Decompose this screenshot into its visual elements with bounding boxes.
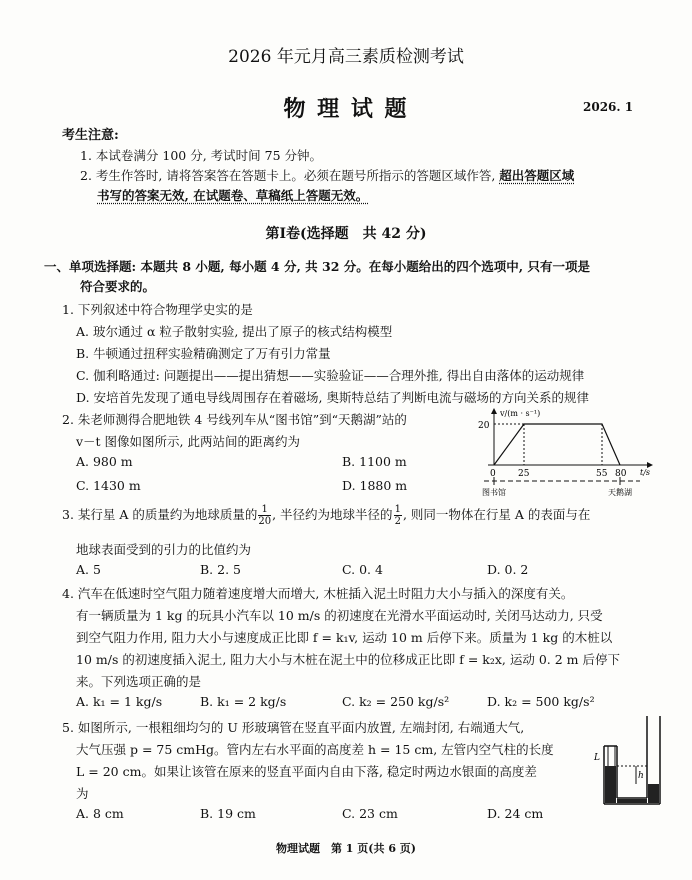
graph-x-tick: 25 <box>518 469 530 479</box>
q4-line-3: 到空气阻力作用, 阻力大小与速度成正比即 f = k₁v, 运动 10 m 后停下来。质量为 1 kg 的木桩以 <box>76 630 613 645</box>
q5-line-2: 大气压强 p = 75 cmHg。管内左右水平面的高度差 h = 15 cm, 左管内空气柱的长度 <box>76 742 554 757</box>
q3-text: 3. 某行星 A 的质量约为地球质量的 <box>62 507 258 522</box>
exam-date: 2026. 1 <box>583 100 634 114</box>
q5-option-b: B. 19 cm <box>200 806 256 821</box>
graph-y-tick: 20 <box>478 421 490 431</box>
q5-line-4: 为 <box>76 786 89 801</box>
q4-option-d: D. k₂ = 500 kg/s² <box>487 694 595 709</box>
q5-option-a: A. 8 cm <box>76 806 124 821</box>
fraction-1-2 <box>394 504 402 527</box>
notice-item-2-text: 2. 考生作答时, 请将答案答在答题卡上。必须在题号所指示的答题区域作答, <box>80 168 500 183</box>
q4-line-2: 有一辆质量为 1 kg 的玩具小汽车以 10 m/s 的初速度在光滑水平面运动时, 关闭马达动力, 只受 <box>76 608 603 623</box>
q3-text: , 则同一物体在行星 A 的表面与在 <box>402 507 591 522</box>
fraction-numerator: 1 <box>394 504 401 515</box>
q1-option-b: B. 牛顿通过扭秤实验精确测定了万有引力常量 <box>76 346 331 361</box>
notice-item-2-cont: 书写的答案无效, 在试题卷、草稿纸上答题无效。 <box>97 188 369 203</box>
q2-option-a: A. 980 m <box>76 454 133 469</box>
station-left-label: 图书馆 <box>482 488 506 497</box>
fig-label-h: h <box>638 771 644 781</box>
graph-x-tick: 80 <box>615 469 627 479</box>
q3-option-a: A. 5 <box>76 562 101 577</box>
q1-stem: 1. 下列叙述中符合物理学史实的是 <box>62 302 253 317</box>
q4-line-4: 10 m/s 的初速度插入泥土, 阻力大小与木桩在泥土中的位移成正比即 f = k₂x, 运动 0. 2 m 后停下 <box>76 652 621 667</box>
q4-option-c: C. k₂ = 250 kg/s² <box>342 694 450 709</box>
u-tube-diagram <box>590 712 670 812</box>
page-footer: 物理试题 第 1 页(共 6 页) <box>275 842 417 855</box>
q3-option-d: D. 0. 2 <box>487 562 529 577</box>
q2-stem-cont: v－t 图像如图所示, 此两站间的距离约为 <box>76 434 301 449</box>
q2-option-d: D. 1880 m <box>342 478 408 493</box>
exam-title: 2026 年元月高三素质检测考试 <box>228 47 464 67</box>
section-title: 第Ⅰ卷(选择题 共 42 分) <box>265 226 427 242</box>
graph-x-tick: 55 <box>596 469 608 479</box>
fraction-denominator: 20 <box>258 516 272 527</box>
fraction-denominator: 2 <box>394 516 401 527</box>
mercury-bottom <box>617 799 647 803</box>
q3-option-b: B. 2. 5 <box>200 562 241 577</box>
station-right-label: 天鹅湖 <box>608 488 632 497</box>
q3-text: , 半径约为地球半径的 <box>272 507 393 522</box>
q3-stem-cont: 地球表面受到的引力的比值约为 <box>76 542 252 557</box>
notice-item-2-emphasis: 超出答题区域 <box>499 168 575 183</box>
q2-option-c: C. 1430 m <box>76 478 141 493</box>
q4-option-a: A. k₁ = 1 kg/s <box>76 694 163 709</box>
mercury-right <box>648 784 659 803</box>
q5-option-c: C. 23 cm <box>342 806 398 821</box>
q4-line-5: 来。下列选项正确的是 <box>76 674 202 689</box>
q1-option-c: C. 伽利略通过: 问题提出——提出猜想——实验验证——合理外推, 得出自由落体的运动规律 <box>76 368 585 383</box>
q5-line-3: L = 20 cm。如果让该管在原来的竖直平面内自由下落, 稳定时两边水银面的高度差 <box>76 764 537 779</box>
q3-option-c: C. 0. 4 <box>342 562 383 577</box>
q5-line-1: 5. 如图所示, 一根粗细均匀的 U 形玻璃管在竖直平面内放置, 左端封闭, 右端通大气, <box>62 720 525 735</box>
q4-option-b: B. k₁ = 2 kg/s <box>200 694 287 709</box>
q3-stem <box>62 504 590 527</box>
fraction-1-20 <box>258 504 271 527</box>
graph-xlabel: t/s <box>640 468 651 477</box>
mercury-left <box>605 766 616 803</box>
fig-label-L: L <box>594 753 600 763</box>
velocity-curve <box>494 424 620 465</box>
q1-option-d: D. 安培首先发现了通电导线周围存在着磁场, 奥斯特总结了判断电流与磁场的方向关系的规律 <box>76 390 589 405</box>
q2-stem: 2. 朱老师测得合肥地铁 4 号线列车从“图书馆”到“天鹅湖”站的 <box>62 412 407 427</box>
q5-option-d: D. 24 cm <box>487 806 544 821</box>
q1-option-a: A. 玻尔通过 α 粒子散射实验, 提出了原子的核式结构模型 <box>76 324 393 339</box>
graph-x-tick: 0 <box>490 469 496 479</box>
y-axis-arrow-icon <box>491 408 497 414</box>
vt-graph <box>470 405 670 497</box>
graph-ylabel: v/(m · s⁻¹) <box>500 409 541 418</box>
subject-title: 物 理 试 题 <box>283 96 409 122</box>
q2-option-b: B. 1100 m <box>342 454 407 469</box>
notice-item-1: 1. 本试卷满分 100 分, 考试时间 75 分钟。 <box>80 148 323 163</box>
section-instruction-cont: 符合要求的。 <box>80 279 156 294</box>
fraction-numerator: 1 <box>258 504 271 516</box>
notice-item-2 <box>80 166 574 184</box>
notice-heading: 考生注意: <box>62 128 119 143</box>
section-instruction: 一、单项选择题: 本题共 8 小题, 每小题 4 分, 共 32 分。在每小题给出的四个选项中, 只有一项是 <box>44 259 590 274</box>
q4-line-1: 4. 汽车在低速时空气阻力随着速度增大而增大, 木桩插入泥土时阻力大小与插入的深度有关。 <box>62 586 574 601</box>
